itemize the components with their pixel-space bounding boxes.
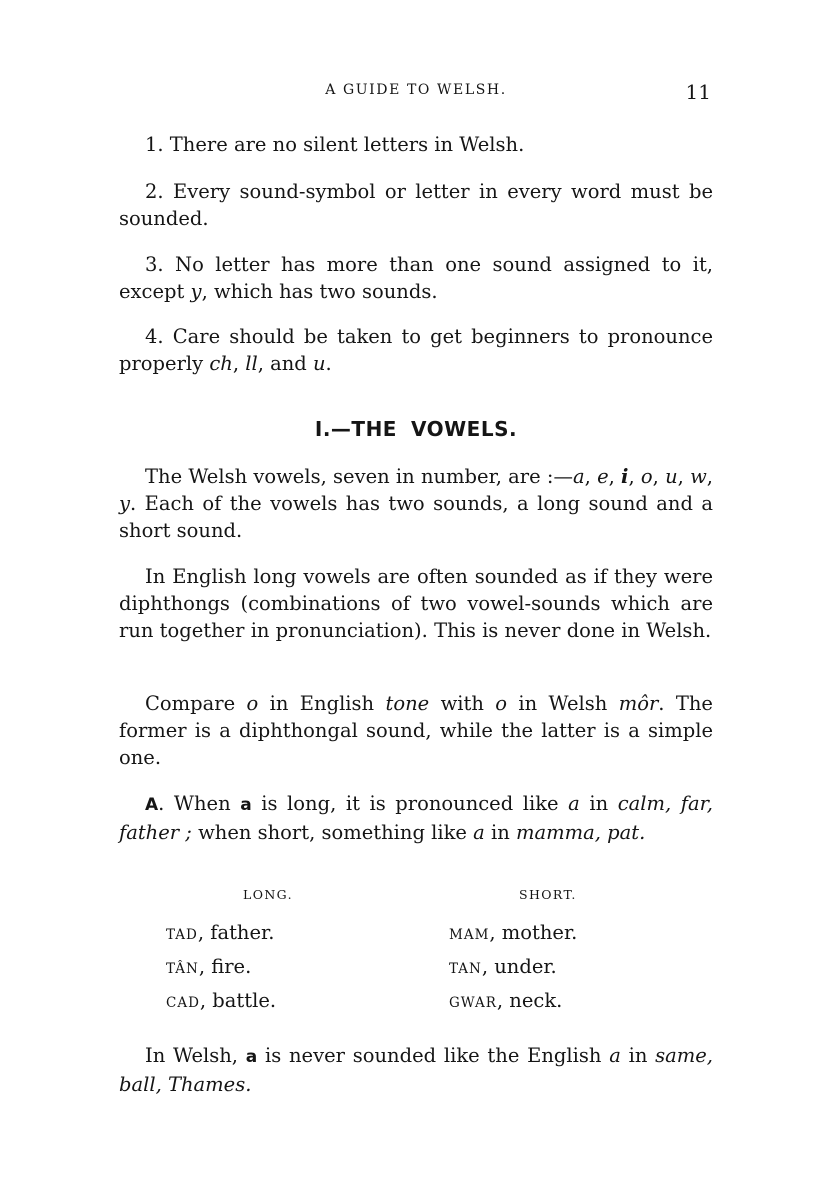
short-column-header: SHORT. xyxy=(519,887,577,902)
final-paragraph: In Welsh, a is never sounded like the English a in same, ball, Thames. xyxy=(119,1044,714,1096)
short-entry: TAN, under. xyxy=(449,955,557,978)
rule-2 xyxy=(119,178,713,232)
rule-4: 4. Care should be taken to get beginners to pronounce properly ch, ll, and u. xyxy=(119,325,713,375)
a-label: A xyxy=(145,795,159,815)
long-entry: TÂN, fire. xyxy=(166,955,252,978)
vowels-intro: The Welsh vowels, seven in number, are :—a, e, i, o, u, w, y. Each of the vowels has two sounds, a long sound and a short sound. xyxy=(119,465,713,542)
rule-3: 3. No letter has more than one sound assigned to it, except y, which has two sounds. xyxy=(119,253,713,303)
compare-paragraph: Compare o in English tone with o in Welsh môr. The former is a diphthongal sound, while the latter is a simple one. xyxy=(119,692,713,769)
rule-1 xyxy=(119,131,713,158)
rule-1-text: 1. There are no silent letters in Welsh. xyxy=(145,133,525,156)
short-entry: MAM, mother. xyxy=(449,921,578,944)
running-title: A GUIDE TO WELSH. xyxy=(325,82,507,98)
short-entry: GWAR, neck. xyxy=(449,989,563,1012)
long-entry: TAD, father. xyxy=(166,921,275,944)
rule-2-text: 2. Every sound-symbol or letter in every word must be sounded. xyxy=(119,180,713,230)
long-entry: CAD, battle. xyxy=(166,989,277,1012)
section-heading: I.—THE VOWELS. xyxy=(314,417,518,441)
page-number: 11 xyxy=(685,80,711,104)
a-vowel-paragraph: A. When a is long, it is pronounced like a in calm, far, father ; when short, something like a in mamma, pat. xyxy=(119,792,713,844)
long-column-header: LONG. xyxy=(243,887,293,902)
diphthong-paragraph: In English long vowels are often sounded as if they were diphthongs (combinations of two vowel-sounds which are run together in pronunciation). This is never done in Welsh. xyxy=(119,565,713,642)
page-header xyxy=(119,80,713,110)
